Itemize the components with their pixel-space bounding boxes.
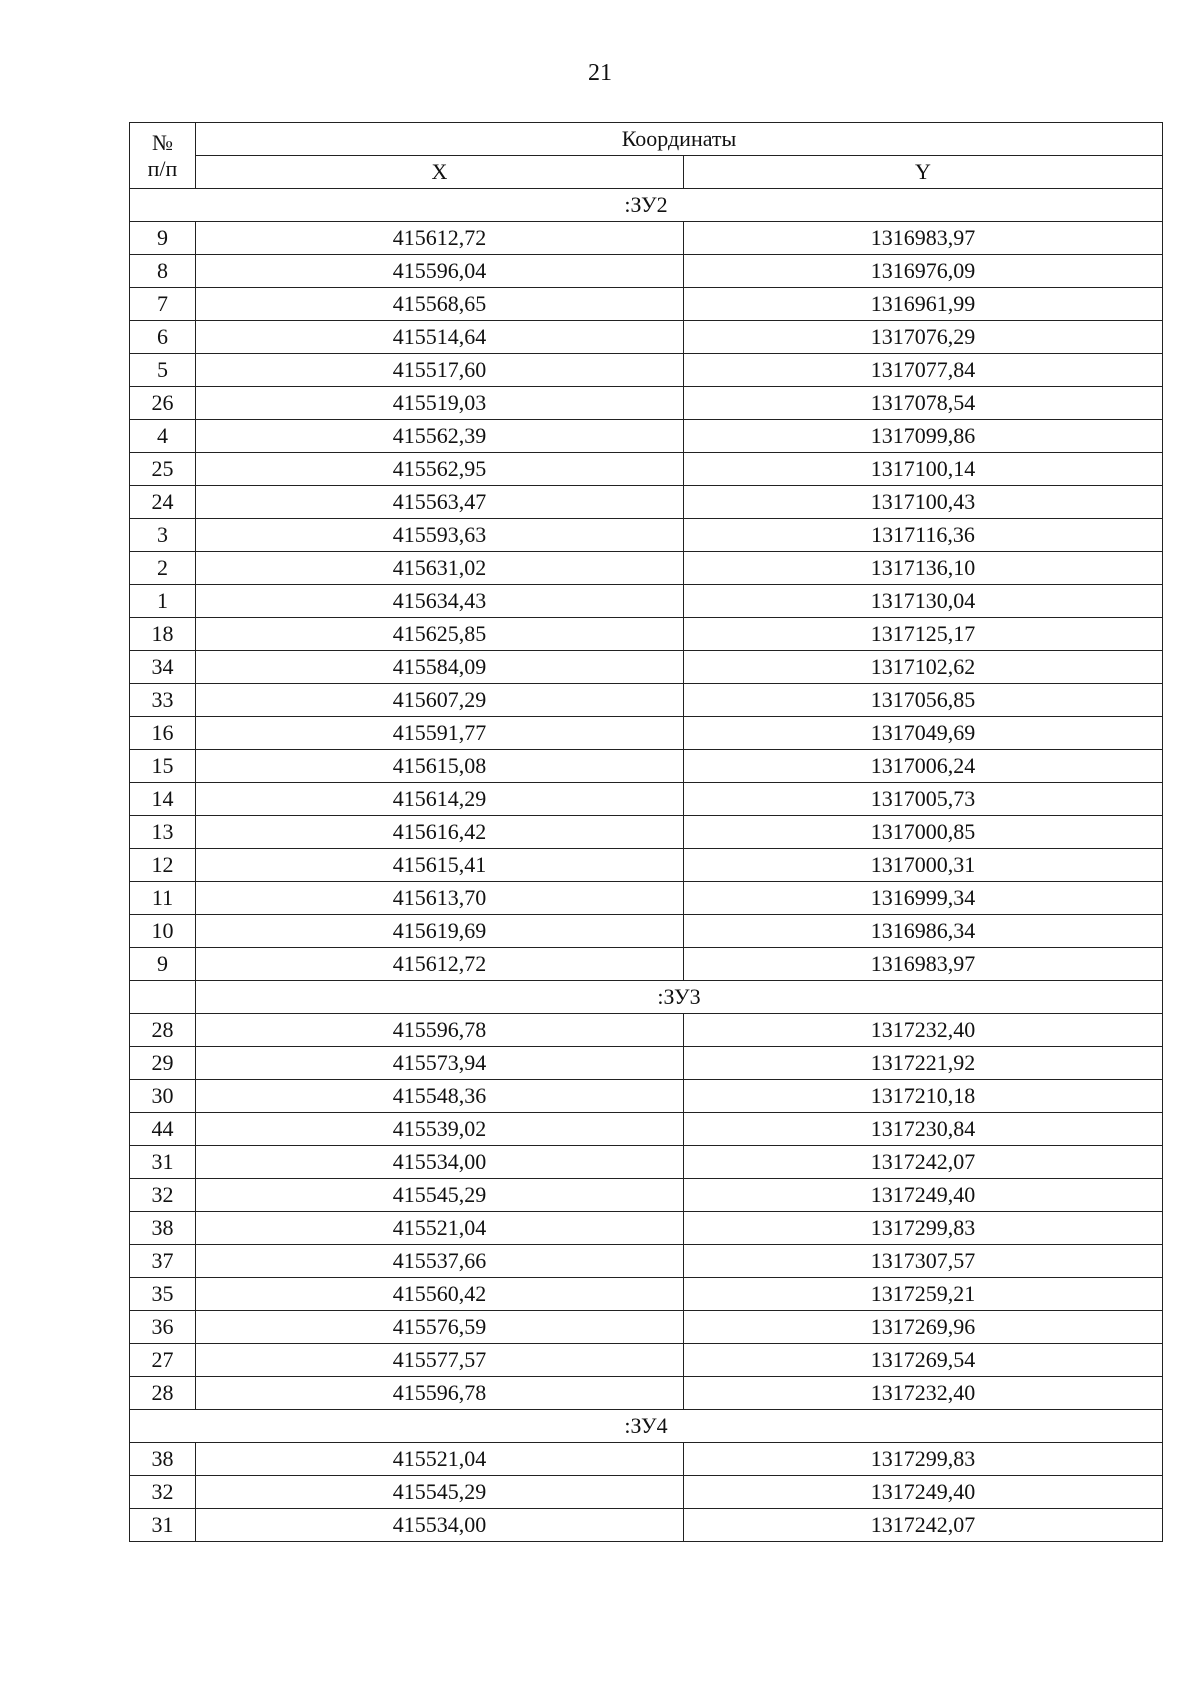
section-row [130, 981, 1163, 1014]
x-coordinate-cell: 415534,00 [196, 1509, 684, 1542]
y-coordinate-cell: 1317136,10 [684, 552, 1163, 585]
coordinates-header: Координаты [196, 123, 1163, 156]
table-row [130, 321, 1163, 354]
point-number-cell: 30 [130, 1080, 196, 1113]
table-row [130, 354, 1163, 387]
coordinates-table-body [130, 123, 1163, 1542]
x-coordinate-cell: 415596,78 [196, 1014, 684, 1047]
x-coordinate-cell: 415576,59 [196, 1311, 684, 1344]
point-number-cell: 35 [130, 1278, 196, 1311]
y-coordinate-cell: 1317299,83 [684, 1443, 1163, 1476]
section-row [130, 189, 1163, 222]
table-row [130, 1146, 1163, 1179]
y-coordinate-cell: 1317102,62 [684, 651, 1163, 684]
point-number-cell: 44 [130, 1113, 196, 1146]
x-coordinate-cell: 415577,57 [196, 1344, 684, 1377]
point-number-cell: 37 [130, 1245, 196, 1278]
x-coordinate-cell: 415517,60 [196, 354, 684, 387]
table-row [130, 486, 1163, 519]
table-row [130, 1080, 1163, 1113]
point-number-cell: 13 [130, 816, 196, 849]
x-coordinate-cell: 415616,42 [196, 816, 684, 849]
row-order-label: п/п [147, 155, 178, 181]
table-row [130, 1245, 1163, 1278]
y-coordinate-cell: 1317056,85 [684, 684, 1163, 717]
y-coordinate-cell: 1317078,54 [684, 387, 1163, 420]
y-coordinate-cell: 1317076,29 [684, 321, 1163, 354]
x-coordinate-cell: 415607,29 [196, 684, 684, 717]
point-number-cell: 32 [130, 1476, 196, 1509]
table-row [130, 1014, 1163, 1047]
table-row [130, 1476, 1163, 1509]
x-coordinate-cell: 415521,04 [196, 1212, 684, 1245]
table-row [130, 618, 1163, 651]
y-coordinate-cell: 1317242,07 [684, 1509, 1163, 1542]
x-coordinate-cell: 415593,63 [196, 519, 684, 552]
y-coordinate-cell: 1317249,40 [684, 1179, 1163, 1212]
table-row [130, 1047, 1163, 1080]
y-coordinate-cell: 1317269,96 [684, 1311, 1163, 1344]
point-number-cell: 31 [130, 1146, 196, 1179]
point-number-cell: 8 [130, 255, 196, 288]
y-coordinate-cell: 1317259,21 [684, 1278, 1163, 1311]
x-coordinate-cell: 415573,94 [196, 1047, 684, 1080]
point-number-cell: 6 [130, 321, 196, 354]
axis-header-row [130, 156, 1163, 189]
y-coordinate-cell: 1317242,07 [684, 1146, 1163, 1179]
section-number-cell [130, 981, 196, 1014]
section-row [130, 1410, 1163, 1443]
table-row [130, 750, 1163, 783]
table-row [130, 948, 1163, 981]
table-row [130, 684, 1163, 717]
y-coordinate-cell: 1317221,92 [684, 1047, 1163, 1080]
y-coordinate-cell: 1317232,40 [684, 1014, 1163, 1047]
coordinates-table [129, 122, 1163, 1542]
header-row [130, 123, 1163, 156]
point-number-cell: 31 [130, 1509, 196, 1542]
section-label: :ЗУ3 [196, 981, 1163, 1014]
point-number-cell: 26 [130, 387, 196, 420]
table-row [130, 585, 1163, 618]
point-number-cell: 10 [130, 915, 196, 948]
point-number-cell: 14 [130, 783, 196, 816]
point-number-cell: 7 [130, 288, 196, 321]
page-number: 21 [588, 60, 612, 86]
x-coordinate-cell: 415548,36 [196, 1080, 684, 1113]
x-coordinate-cell: 415613,70 [196, 882, 684, 915]
y-coordinate-cell: 1317005,73 [684, 783, 1163, 816]
table-row [130, 255, 1163, 288]
table-row [130, 1212, 1163, 1245]
point-number-cell: 16 [130, 717, 196, 750]
y-coordinate-cell: 1316976,09 [684, 255, 1163, 288]
x-coordinate-cell: 415534,00 [196, 1146, 684, 1179]
table-row [130, 915, 1163, 948]
table-row [130, 1509, 1163, 1542]
y-coordinate-cell: 1316999,34 [684, 882, 1163, 915]
point-number-cell: 4 [130, 420, 196, 453]
table-row [130, 651, 1163, 684]
x-coordinate-cell: 415584,09 [196, 651, 684, 684]
table-row [130, 1278, 1163, 1311]
y-coordinate-cell: 1317049,69 [684, 717, 1163, 750]
table-row [130, 222, 1163, 255]
point-number-cell: 11 [130, 882, 196, 915]
point-number-cell: 5 [130, 354, 196, 387]
point-number-cell: 28 [130, 1014, 196, 1047]
x-coordinate-cell: 415596,04 [196, 255, 684, 288]
x-coordinate-cell: 415568,65 [196, 288, 684, 321]
table-row [130, 1179, 1163, 1212]
number-sign-label: № [152, 129, 173, 155]
x-coordinate-cell: 415562,95 [196, 453, 684, 486]
point-number-cell: 2 [130, 552, 196, 585]
section-label: :ЗУ4 [130, 1410, 1163, 1443]
point-number-cell: 3 [130, 519, 196, 552]
table-row [130, 1311, 1163, 1344]
point-number-cell: 9 [130, 222, 196, 255]
section-label: :ЗУ2 [130, 189, 1163, 222]
x-coordinate-cell: 415615,41 [196, 849, 684, 882]
y-coordinate-cell: 1317116,36 [684, 519, 1163, 552]
point-number-cell: 12 [130, 849, 196, 882]
table-row [130, 288, 1163, 321]
table-row [130, 552, 1163, 585]
y-coordinate-cell: 1317232,40 [684, 1377, 1163, 1410]
table-row [130, 1113, 1163, 1146]
x-coordinate-cell: 415625,85 [196, 618, 684, 651]
number-column-header [130, 123, 196, 189]
x-coordinate-cell: 415634,43 [196, 585, 684, 618]
x-coordinate-cell: 415614,29 [196, 783, 684, 816]
x-coordinate-cell: 415615,08 [196, 750, 684, 783]
y-coordinate-cell: 1316983,97 [684, 222, 1163, 255]
y-coordinate-cell: 1317100,43 [684, 486, 1163, 519]
point-number-cell: 27 [130, 1344, 196, 1377]
table-row [130, 816, 1163, 849]
x-coordinate-cell: 415562,39 [196, 420, 684, 453]
table-row [130, 519, 1163, 552]
y-coordinate-cell: 1317100,14 [684, 453, 1163, 486]
x-coordinate-cell: 415537,66 [196, 1245, 684, 1278]
x-coordinate-cell: 415612,72 [196, 948, 684, 981]
x-coordinate-cell: 415539,02 [196, 1113, 684, 1146]
y-coordinate-cell: 1317210,18 [684, 1080, 1163, 1113]
y-coordinate-cell: 1316961,99 [684, 288, 1163, 321]
point-number-cell: 36 [130, 1311, 196, 1344]
y-coordinate-cell: 1317249,40 [684, 1476, 1163, 1509]
x-coordinate-cell: 415612,72 [196, 222, 684, 255]
y-coordinate-cell: 1317000,31 [684, 849, 1163, 882]
x-coordinate-cell: 415591,77 [196, 717, 684, 750]
y-coordinate-cell: 1317125,17 [684, 618, 1163, 651]
x-coordinate-cell: 415545,29 [196, 1476, 684, 1509]
y-coordinate-cell: 1316986,34 [684, 915, 1163, 948]
y-column-header: Y [684, 156, 1163, 189]
table-row [130, 783, 1163, 816]
table-row [130, 1344, 1163, 1377]
x-coordinate-cell: 415563,47 [196, 486, 684, 519]
point-number-cell: 33 [130, 684, 196, 717]
x-coordinate-cell: 415631,02 [196, 552, 684, 585]
y-coordinate-cell: 1317006,24 [684, 750, 1163, 783]
point-number-cell: 29 [130, 1047, 196, 1080]
y-coordinate-cell: 1317230,84 [684, 1113, 1163, 1146]
table-row [130, 387, 1163, 420]
point-number-cell: 28 [130, 1377, 196, 1410]
point-number-cell: 15 [130, 750, 196, 783]
point-number-cell: 1 [130, 585, 196, 618]
x-coordinate-cell: 415521,04 [196, 1443, 684, 1476]
y-coordinate-cell: 1317130,04 [684, 585, 1163, 618]
point-number-cell: 25 [130, 453, 196, 486]
point-number-cell: 9 [130, 948, 196, 981]
y-coordinate-cell: 1317077,84 [684, 354, 1163, 387]
point-number-cell: 32 [130, 1179, 196, 1212]
point-number-cell: 24 [130, 486, 196, 519]
x-column-header: X [196, 156, 684, 189]
table-row [130, 717, 1163, 750]
y-coordinate-cell: 1317000,85 [684, 816, 1163, 849]
point-number-cell: 18 [130, 618, 196, 651]
table-row [130, 1443, 1163, 1476]
table-row [130, 882, 1163, 915]
table-row [130, 849, 1163, 882]
table-row [130, 453, 1163, 486]
y-coordinate-cell: 1317099,86 [684, 420, 1163, 453]
x-coordinate-cell: 415514,64 [196, 321, 684, 354]
x-coordinate-cell: 415560,42 [196, 1278, 684, 1311]
x-coordinate-cell: 415545,29 [196, 1179, 684, 1212]
point-number-cell: 38 [130, 1443, 196, 1476]
table-row [130, 420, 1163, 453]
x-coordinate-cell: 415596,78 [196, 1377, 684, 1410]
y-coordinate-cell: 1316983,97 [684, 948, 1163, 981]
x-coordinate-cell: 415519,03 [196, 387, 684, 420]
x-coordinate-cell: 415619,69 [196, 915, 684, 948]
point-number-cell: 38 [130, 1212, 196, 1245]
y-coordinate-cell: 1317299,83 [684, 1212, 1163, 1245]
point-number-cell: 34 [130, 651, 196, 684]
y-coordinate-cell: 1317307,57 [684, 1245, 1163, 1278]
y-coordinate-cell: 1317269,54 [684, 1344, 1163, 1377]
table-row [130, 1377, 1163, 1410]
